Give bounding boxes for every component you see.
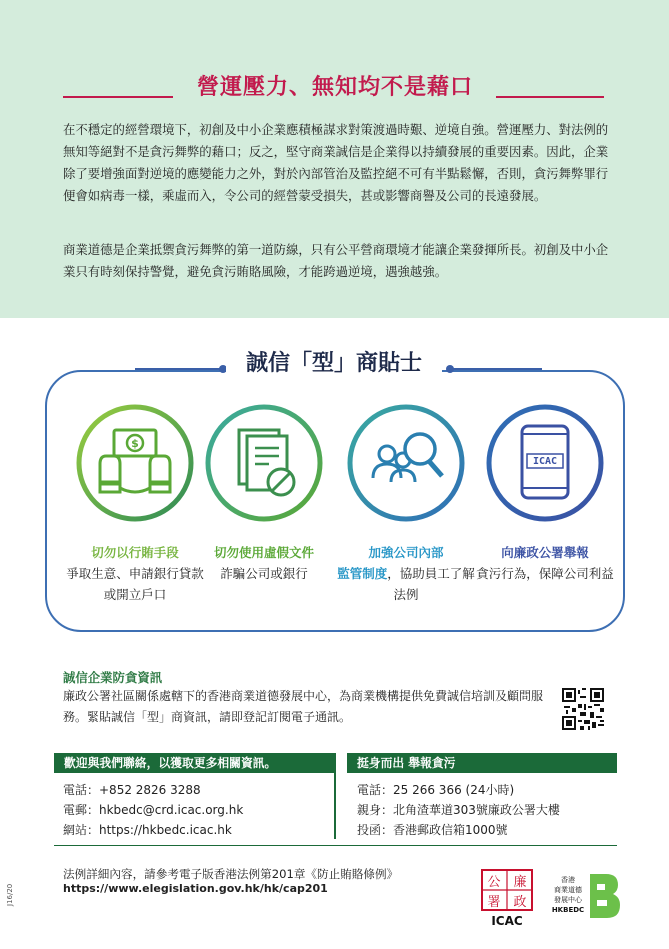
tips-title-line-left — [135, 368, 221, 370]
false-document-icon — [205, 404, 323, 522]
intro-paragraph-1: 在不穩定的經營環境下，初創及中小企業應積極謀求對策渡過時艱、逆境自強。營運壓力、對法例的無知等絕對不是貪污舞弊的藉口；反之，堅守商業誠信是企業得以持續發展的重要因素。因此，企業除了要增強面對逆境的應變能力之外，對於內部管治及監控絕不可有半點鬆懈，否則，貪污舞弊罪行便會如病毒一樣，乘虛而入，令公司的經營蒙受損失，甚或影響商譽及公司的長遠發展。 — [63, 122, 609, 203]
svg-text:廉: 廉 — [513, 875, 527, 890]
contact-phone: 電話：+852 2826 3288 — [63, 783, 201, 797]
headline-rule-left — [63, 96, 173, 98]
icac-phone-text: ICAC — [532, 456, 558, 467]
report-phone: 電話：25 266 366 (24小時) — [357, 783, 515, 797]
headline — [0, 70, 669, 110]
svg-text:政: 政 — [513, 895, 527, 910]
tip-3-body — [336, 563, 476, 605]
contact-email[interactable]: 電郵：hkbedc@crd.icac.org.hk — [63, 803, 244, 817]
headline-rule-right — [496, 96, 604, 98]
tips-title-text: 誠信「型」商貼士 — [226, 346, 442, 382]
law-url[interactable]: https://www.elegislation.gov.hk/hk/cap201 — [63, 882, 328, 895]
tip-2-body: 詐騙公司或銀行 — [220, 566, 308, 581]
contact-divider — [334, 753, 336, 839]
contact-list — [63, 780, 243, 840]
info-title: 誠信企業防貪資訊 — [63, 670, 163, 685]
tip-2-head: 切勿使用虛假文件 — [213, 545, 314, 560]
money-handcuffs-icon — [76, 404, 194, 522]
tip-3-head-text: 加強公司內部 — [368, 545, 444, 560]
svg-text:發展中心: 發展中心 — [554, 896, 582, 904]
qr-code[interactable] — [562, 688, 604, 730]
tip-3-body-text: ，協助員工了解法例 — [387, 566, 475, 602]
tip-4-body: 貪污行為，保障公司利益 — [476, 566, 614, 581]
tips-title — [0, 346, 669, 382]
tip-3-head — [336, 542, 476, 563]
svg-text:公: 公 — [487, 875, 501, 890]
headline-text: 營運壓力、無知均不是藉口 — [196, 75, 473, 100]
svg-text:$: $ — [131, 437, 139, 450]
report-list — [357, 780, 560, 840]
hkbedc-logo — [552, 868, 622, 926]
intro-paragraph-2: 商業道德是企業抵禦貪污舞弊的第一道防線，只有公平營商環境才能讓企業發揮所長。初創及中小企業只有時刻保持警覺，避免貪污賄賂風險，才能跨過逆境，遇強越強。 — [63, 242, 609, 279]
tip-1-body: 爭取生意、申請銀行貸款或開立戶口 — [66, 566, 204, 602]
tip-1-head: 切勿以行賄手段 — [91, 545, 179, 560]
tips-title-line-right — [452, 368, 542, 370]
svg-text:署: 署 — [487, 895, 501, 910]
contact-bar: 歡迎與我們聯絡，以獲取更多相關資訊。 — [54, 753, 334, 773]
info-text: 廉政公署社區關係處轄下的香港商業道德發展中心，為商業機構提供免費誠信培訓及顧問服務。緊貼誠信「型」商資訊，請即登記訂閱電子通訊。 — [63, 689, 544, 724]
svg-text:HKBEDC: HKBEDC — [552, 906, 585, 914]
contact-bottom-rule — [54, 845, 617, 846]
report-bar: 挺身而出 舉報貪污 — [347, 753, 617, 773]
svg-text:ICAC: ICAC — [491, 914, 523, 928]
tip-4-head: 向廉政公署舉報 — [501, 545, 589, 560]
document-code: J16/20 — [6, 883, 14, 906]
svg-text:商業道德: 商業道德 — [554, 886, 582, 894]
svg-text:香港: 香港 — [561, 876, 575, 884]
report-mail: 投函：香港郵政信箱1000號 — [357, 823, 508, 837]
contact-website[interactable]: 網站：https://hkbedc.icac.hk — [63, 823, 232, 837]
people-magnifier-icon — [347, 404, 465, 522]
report-in-person: 親身：北角渣華道303號廉政公署大樓 — [357, 803, 560, 817]
law-reference: 法例詳細內容，請參考電子版香港法例第201章《防止賄賂條例》 — [63, 867, 399, 881]
icac-logo — [478, 868, 536, 928]
tip-3-head-2: 監管制度 — [337, 566, 388, 581]
